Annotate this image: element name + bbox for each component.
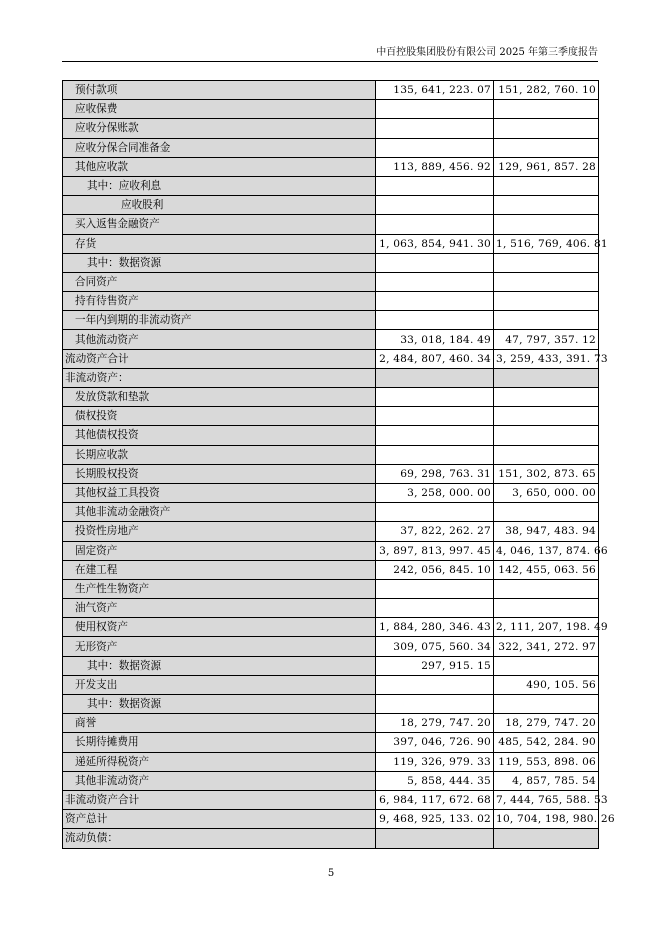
table-row <box>63 138 599 157</box>
prior-period-value: 129, 961, 857. 28 <box>494 157 599 176</box>
table-row <box>63 599 599 618</box>
current-period-value <box>376 196 494 215</box>
current-period-value: 5, 858, 444. 35 <box>376 771 494 790</box>
table-row <box>63 771 599 790</box>
row-label: 合同资产 <box>63 272 376 291</box>
row-label: 非流动资产： <box>63 368 376 387</box>
table-row <box>63 656 599 675</box>
row-label: 买入返售金融资产 <box>63 215 376 234</box>
table-row <box>63 752 599 771</box>
prior-period-value: 151, 282, 760. 10 <box>494 81 599 100</box>
row-label: 无形资产 <box>63 637 376 656</box>
current-period-value <box>376 100 494 119</box>
table-row <box>63 637 599 656</box>
current-period-value <box>376 675 494 694</box>
prior-period-value <box>494 292 599 311</box>
current-period-value <box>376 311 494 330</box>
row-label: 应收分保账款 <box>63 119 376 138</box>
current-period-value: 3, 897, 813, 997. 45 <box>376 541 494 560</box>
current-period-value <box>376 426 494 445</box>
report-header: 中百控股集团股份有限公司 2025 年第三季度报告 <box>376 47 598 58</box>
current-period-value: 1, 884, 280, 346. 43 <box>376 618 494 637</box>
current-period-value: 37, 822, 262. 27 <box>376 522 494 541</box>
row-label: 其中：应收利息 <box>63 176 376 195</box>
table-row <box>63 119 599 138</box>
prior-period-value <box>494 253 599 272</box>
table-row <box>63 253 599 272</box>
table-row <box>63 618 599 637</box>
table-row <box>63 829 599 848</box>
row-label: 其中：数据资源 <box>63 656 376 675</box>
row-label: 流动负债： <box>63 829 376 848</box>
row-label: 债权投资 <box>63 407 376 426</box>
current-period-value <box>376 407 494 426</box>
prior-period-value: 4, 857, 785. 54 <box>494 771 599 790</box>
current-period-value <box>376 368 494 387</box>
table-row <box>63 426 599 445</box>
table-row <box>63 330 599 349</box>
prior-period-value <box>494 407 599 426</box>
table-row <box>63 349 599 368</box>
prior-period-value: 322, 341, 272. 97 <box>494 637 599 656</box>
header-rule <box>62 61 598 62</box>
current-period-value: 1, 063, 854, 941. 30 <box>376 234 494 253</box>
table-row <box>63 695 599 714</box>
current-period-value: 119, 326, 979. 33 <box>376 752 494 771</box>
current-period-value <box>376 215 494 234</box>
prior-period-value <box>494 119 599 138</box>
table-row <box>63 503 599 522</box>
current-period-value <box>376 579 494 598</box>
table-row <box>63 790 599 809</box>
table-row <box>63 579 599 598</box>
table-row <box>63 407 599 426</box>
table-row <box>63 810 599 829</box>
row-label: 其他非流动资产 <box>63 771 376 790</box>
prior-period-value: 3, 650, 000. 00 <box>494 483 599 502</box>
prior-period-value: 151, 302, 873. 65 <box>494 464 599 483</box>
prior-period-value: 485, 542, 284. 90 <box>494 733 599 752</box>
current-period-value <box>376 829 494 848</box>
prior-period-value: 47, 797, 357. 12 <box>494 330 599 349</box>
balance-sheet-table <box>62 80 615 849</box>
current-period-value: 242, 056, 845. 10 <box>376 560 494 579</box>
current-period-value: 397, 046, 726. 90 <box>376 733 494 752</box>
row-label: 其他债权投资 <box>63 426 376 445</box>
row-label: 其他权益工具投资 <box>63 483 376 502</box>
prior-period-value <box>494 656 599 675</box>
prior-period-value <box>494 579 599 598</box>
table-row <box>63 196 599 215</box>
row-label: 非流动资产合计 <box>63 790 376 809</box>
prior-period-value <box>494 272 599 291</box>
prior-period-value <box>494 445 599 464</box>
row-label: 流动资产合计 <box>63 349 376 368</box>
prior-period-value: 38, 947, 483. 94 <box>494 522 599 541</box>
table-row <box>63 464 599 483</box>
row-label: 资产总计 <box>63 810 376 829</box>
prior-period-value: 10, 704, 198, 980. 26 <box>494 810 599 829</box>
current-period-value: 3, 258, 000. 00 <box>376 483 494 502</box>
prior-period-value <box>494 503 599 522</box>
current-period-value: 2, 484, 807, 460. 34 <box>376 349 494 368</box>
prior-period-value <box>494 368 599 387</box>
row-label: 长期应收款 <box>63 445 376 464</box>
row-label: 其中：数据资源 <box>63 253 376 272</box>
current-period-value: 297, 915. 15 <box>376 656 494 675</box>
table-row <box>63 292 599 311</box>
current-period-value <box>376 695 494 714</box>
table-row <box>63 445 599 464</box>
prior-period-value: 7, 444, 765, 588. 53 <box>494 790 599 809</box>
current-period-value <box>376 119 494 138</box>
prior-period-value <box>494 311 599 330</box>
table-row <box>63 675 599 694</box>
current-period-value: 6, 984, 117, 672. 68 <box>376 790 494 809</box>
prior-period-value: 18, 279, 747. 20 <box>494 714 599 733</box>
current-period-value <box>376 503 494 522</box>
table-row <box>63 714 599 733</box>
row-label: 持有待售资产 <box>63 292 376 311</box>
row-label: 应收分保合同准备金 <box>63 138 376 157</box>
prior-period-value: 1, 516, 769, 406. 81 <box>494 234 599 253</box>
row-label: 存货 <box>63 234 376 253</box>
row-label: 预付款项 <box>63 81 376 100</box>
table-row <box>63 541 599 560</box>
table-row <box>63 311 599 330</box>
current-period-value <box>376 272 494 291</box>
row-label: 其他非流动金融资产 <box>63 503 376 522</box>
current-period-value: 135, 641, 223. 07 <box>376 81 494 100</box>
table-row <box>63 215 599 234</box>
current-period-value: 113, 889, 456. 92 <box>376 157 494 176</box>
row-label: 使用权资产 <box>63 618 376 637</box>
prior-period-value: 2, 111, 207, 198. 49 <box>494 618 599 637</box>
current-period-value <box>376 176 494 195</box>
table-row <box>63 176 599 195</box>
current-period-value <box>376 599 494 618</box>
prior-period-value <box>494 215 599 234</box>
row-label: 油气资产 <box>63 599 376 618</box>
row-label: 生产性生物资产 <box>63 579 376 598</box>
table-row <box>63 388 599 407</box>
prior-period-value: 490, 105. 56 <box>494 675 599 694</box>
prior-period-value <box>494 599 599 618</box>
prior-period-value <box>494 100 599 119</box>
current-period-value: 69, 298, 763. 31 <box>376 464 494 483</box>
table-row <box>63 733 599 752</box>
row-label: 开发支出 <box>63 675 376 694</box>
table-row <box>63 81 599 100</box>
row-label: 长期股权投资 <box>63 464 376 483</box>
prior-period-value <box>494 388 599 407</box>
prior-period-value <box>494 426 599 445</box>
table-row <box>63 368 599 387</box>
row-label: 应收股利 <box>63 196 376 215</box>
row-label: 商誉 <box>63 714 376 733</box>
table-row <box>63 522 599 541</box>
current-period-value <box>376 138 494 157</box>
prior-period-value: 3, 259, 433, 391. 73 <box>494 349 599 368</box>
current-period-value: 33, 018, 184. 49 <box>376 330 494 349</box>
row-label: 应收保费 <box>63 100 376 119</box>
row-label: 一年内到期的非流动资产 <box>63 311 376 330</box>
row-label: 在建工程 <box>63 560 376 579</box>
table-row <box>63 483 599 502</box>
current-period-value: 9, 468, 925, 133. 02 <box>376 810 494 829</box>
page-number: 5 <box>327 868 335 879</box>
current-period-value <box>376 292 494 311</box>
prior-period-value: 4, 046, 137, 874. 66 <box>494 541 599 560</box>
row-label: 固定资产 <box>63 541 376 560</box>
row-label: 递延所得税资产 <box>63 752 376 771</box>
current-period-value <box>376 445 494 464</box>
table-row <box>63 157 599 176</box>
table-row <box>63 100 599 119</box>
current-period-value <box>376 253 494 272</box>
current-period-value <box>376 388 494 407</box>
prior-period-value <box>494 695 599 714</box>
current-period-value: 309, 075, 560. 34 <box>376 637 494 656</box>
row-label: 其他流动资产 <box>63 330 376 349</box>
row-label: 长期待摊费用 <box>63 733 376 752</box>
prior-period-value: 142, 455, 063. 56 <box>494 560 599 579</box>
row-label: 投资性房地产 <box>63 522 376 541</box>
prior-period-value <box>494 196 599 215</box>
table-row <box>63 560 599 579</box>
row-label: 其中：数据资源 <box>63 695 376 714</box>
prior-period-value <box>494 829 599 848</box>
row-label: 发放贷款和垫款 <box>63 388 376 407</box>
prior-period-value <box>494 138 599 157</box>
prior-period-value: 119, 553, 898. 06 <box>494 752 599 771</box>
table-row <box>63 234 599 253</box>
row-label: 其他应收款 <box>63 157 376 176</box>
table-row <box>63 272 599 291</box>
current-period-value: 18, 279, 747. 20 <box>376 714 494 733</box>
prior-period-value <box>494 176 599 195</box>
